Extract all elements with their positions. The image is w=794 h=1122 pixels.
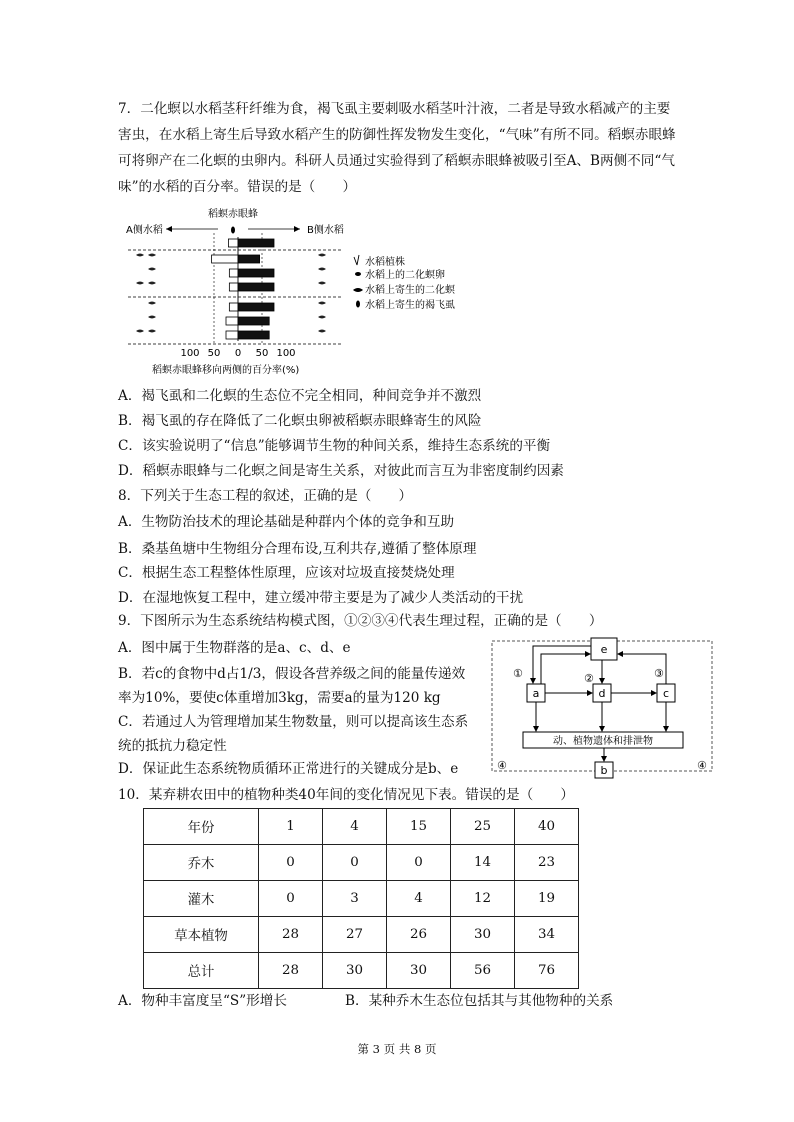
- bar-a-side: [212, 255, 238, 263]
- q8-option-d: D．在湿地恢复工程中，建立缓冲带主要是为了减少人类活动的干扰: [118, 590, 524, 606]
- table-cell: 40: [515, 809, 579, 845]
- node-c-label: c: [662, 687, 670, 700]
- legend-item-4: 水稻上寄生的褐飞虱: [365, 300, 455, 311]
- q7-option-d: D．稻螟赤眼蜂与二化螟之间是寄生关系，对彼此而言互为非密度制约因素: [118, 463, 564, 479]
- table-cell: 26: [387, 917, 451, 953]
- q9-option-c: C．若通过人为管理增加某生物数量，则可以提高该生态系统的抵抗力稳定性: [118, 714, 469, 754]
- table-cell: 27: [323, 917, 387, 953]
- table-cell: 34: [515, 917, 579, 953]
- table-cell: 总计: [144, 953, 259, 989]
- table-cell: 0: [387, 845, 451, 881]
- q9-option-a: A．图中属于生物群落的是a、c、d、e: [118, 640, 351, 656]
- node-remains-label: 动、植物遗体和排泄物: [553, 736, 653, 747]
- table-cell: 15: [387, 809, 451, 845]
- bar-a-side: [229, 303, 238, 311]
- fig-b-side: B侧水稻: [307, 225, 344, 236]
- node-a-label: a: [532, 687, 540, 700]
- legend-item-2: 水稻上的二化螟卵: [365, 270, 445, 281]
- process-3: ③: [654, 667, 664, 680]
- bar-a-side: [228, 239, 238, 247]
- table-cell: 0: [259, 845, 323, 881]
- table-cell: 76: [515, 953, 579, 989]
- fig-a-side: A侧水稻: [126, 225, 163, 236]
- table-cell: 19: [515, 881, 579, 917]
- process-4: ④: [697, 759, 707, 772]
- table-cell: 23: [515, 845, 579, 881]
- bar-b-side: [238, 283, 274, 291]
- tick-label: 50: [207, 348, 221, 359]
- q8-stem: 8．下列关于生态工程的叙述，正确的是（ ）: [118, 488, 413, 504]
- tick-label: 0: [234, 348, 242, 359]
- table-cell: 30: [387, 953, 451, 989]
- legend-planthopper-icon: [356, 301, 360, 308]
- bar-b-side: [238, 331, 269, 339]
- q7-stem: 7．二化螟以水稻茎秆纤维为食，褐飞虱主要刺吸水稻茎叶汁液，二者是导致水稻减产的主要害虫，在水稻上寄生后导致水稻产生的防御性挥发物发生变化，“气味”有所不同。稻螟赤眼蜂可将卵产在二化螟的虫卵内。科研人员通过实验得到了稻螟赤眼蜂被吸引至A、B两侧不同“气味”的水稻的百分率。错误的是（ ）: [118, 101, 676, 195]
- bar-group: [212, 239, 274, 339]
- table-row: [144, 809, 579, 845]
- table-cell: 0: [259, 881, 323, 917]
- table-cell: 12: [451, 881, 515, 917]
- table-row: [144, 845, 579, 881]
- table-cell: 4: [323, 809, 387, 845]
- table-cell: 56: [451, 953, 515, 989]
- q9-option-b: B．若c的食物中d占1/3，假设各营养级之间的能量传递效率为10%，要使c体重增加3kg，需要a的量为120 kg: [118, 666, 466, 706]
- node-e-label: e: [600, 643, 608, 656]
- table-cell: 年份: [144, 809, 259, 845]
- bar-a-side: [229, 283, 238, 291]
- table-row: [144, 881, 579, 917]
- q10-option-b: B．某种乔木生态位包括其与其他物种的关系: [345, 993, 614, 1009]
- process-2: ②: [584, 672, 594, 685]
- tick-label: 100: [276, 348, 296, 359]
- legend: [353, 255, 456, 311]
- bar-a-side: [229, 269, 238, 277]
- bar-b-side: [238, 269, 274, 277]
- node-b-label: b: [600, 764, 608, 777]
- table-row: [144, 953, 579, 989]
- table-cell: 草本植物: [144, 917, 259, 953]
- q10-option-a: A．物种丰富度呈“S”形增长: [118, 993, 287, 1009]
- q8-option-b: B．桑基鱼塘中生物组分合理布设,互利共存,遵循了整体原理: [118, 541, 477, 557]
- q7-option-c: C．该实验说明了“信息”能够调节生物的种间关系，维持生态系统的平衡: [118, 438, 551, 454]
- bar-a-side: [226, 331, 238, 339]
- table-row: [144, 917, 579, 953]
- table-cell: 30: [451, 917, 515, 953]
- fig-xlabel: 稻螟赤眼蜂移向两侧的百分率(%): [152, 365, 300, 376]
- table-cell: 28: [259, 953, 323, 989]
- wasp-icon: [231, 227, 235, 234]
- table-cell: 25: [451, 809, 515, 845]
- q7-option-b: B．褐飞虱的存在降低了二化螟虫卵被稻螟赤眼蜂寄生的风险: [118, 413, 482, 429]
- bar-a-side: [226, 317, 238, 325]
- table-cell: 28: [259, 917, 323, 953]
- table-cell: 4: [387, 881, 451, 917]
- q10-stem: 10．某弃耕农田中的植物种类40年间的变化情况见下表。错误的是（ ）: [118, 787, 574, 803]
- node-d-label: d: [598, 687, 606, 700]
- process-1: ①: [513, 667, 523, 680]
- legend-plant-icon: [354, 255, 359, 265]
- bar-b-side: [238, 303, 274, 311]
- process-4: ④: [497, 759, 507, 772]
- table-cell: 30: [323, 953, 387, 989]
- table-cell: 1: [259, 809, 323, 845]
- legend-item-1: 水稻植株: [365, 257, 405, 268]
- legend-item-3: 水稻上寄生的二化螟: [365, 285, 455, 296]
- table-cell: 14: [451, 845, 515, 881]
- q7-figure: [118, 203, 488, 383]
- q8-option-a: A．生物防治技术的理论基础是种群内个体的竞争和互助: [118, 514, 455, 530]
- legend-borer-icon: [353, 288, 363, 292]
- bar-b-side: [238, 255, 260, 263]
- bar-b-side: [238, 317, 269, 325]
- table-cell: 灌木: [144, 881, 259, 917]
- tick-label: 50: [255, 348, 269, 359]
- ecosystem-diagram: [489, 632, 719, 782]
- table-cell: 0: [323, 845, 387, 881]
- page-footer: 第 3 页 共 8 页: [357, 1042, 437, 1056]
- tick-label: 100: [180, 348, 200, 359]
- bar-b-side: [238, 239, 274, 247]
- q9-stem: 9．下图所示为生态系统结构模式图，①②③④代表生理过程，正确的是（ ）: [118, 613, 603, 629]
- legend-egg-icon: [355, 272, 361, 276]
- species-table: [143, 808, 579, 989]
- q7-option-a: A．褐飞虱和二化螟的生态位不完全相同，种间竞争并不激烈: [118, 388, 482, 404]
- q8-option-c: C．根据生态工程整体性原理，应该对垃圾直接焚烧处理: [118, 565, 455, 581]
- table-cell: 乔木: [144, 845, 259, 881]
- q9-option-d: D．保证此生态系统物质循环正常进行的关键成分是b、e: [118, 761, 459, 777]
- table-cell: 3: [323, 881, 387, 917]
- fig-top-label: 稻螟赤眼蜂: [208, 209, 258, 220]
